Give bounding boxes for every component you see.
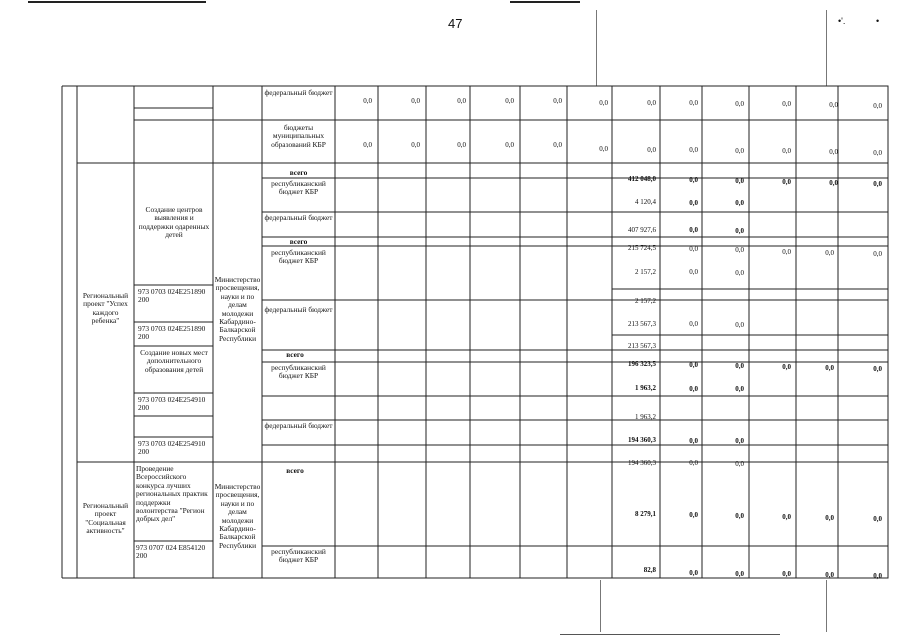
cell: 0,0 [505,97,514,105]
cell: 0,0 [735,199,744,207]
cell: 0,0 [782,178,791,186]
cell: 0,0 [735,570,744,578]
source-label-rep: республиканский бюджет КБР [271,363,326,381]
cell: 0,0 [647,99,656,107]
cell: 0,0 [873,515,882,523]
cell: 0,0 [735,147,744,155]
cell: 0,0 [873,250,882,258]
cell: 0,0 [735,362,744,370]
cell: 0,0 [873,149,882,157]
source-label-fed: федеральный бюджет [264,213,333,222]
source-label-fed: федеральный бюджет [264,305,333,314]
cell: 0,0 [689,226,698,234]
cell: 213 567,3 [628,320,656,328]
cell: 407 927,6 [628,226,656,234]
source-label-rep: республиканский бюджет КБР [271,547,326,565]
page-number: 47 [448,16,463,31]
total-label: всего [289,237,308,246]
cell: 0,0 [829,148,838,156]
cell: 0,0 [689,176,698,184]
cell: 0,0 [782,147,791,155]
cell: 0,0 [689,361,698,369]
event-volunteer-label: Проведение Всероссийского конкурса лучших региональных практик поддержки волонтерства "Регион добрых дел" [136,464,208,524]
cell: 0,0 [825,514,834,522]
cell: 0,0 [873,180,882,188]
cell: 0,0 [782,363,791,371]
budget-code: 973 0707 024 E854120 200 [136,543,206,561]
cell: 0,0 [505,141,514,149]
cell: 0,0 [825,571,834,579]
cell: 0,0 [689,268,698,276]
cell: 0,0 [689,385,698,393]
cell: 0,0 [457,141,466,149]
total-label: всего [286,350,304,359]
budget-code: 973 0703 024E254910 200 [138,439,206,457]
cell: 0,0 [689,320,698,328]
cell: 196 323,5 [628,360,656,368]
cell: 8 279,1 [635,510,656,518]
cell: 4 120,4 [635,198,656,206]
cell: 0,0 [553,97,562,105]
event-new-places-label: Создание новых мест дополнительного образования детей [140,348,208,374]
cell: 0,0 [735,512,744,520]
cell: 0,0 [363,97,372,105]
cell: 0,0 [782,100,791,108]
cell: 0,0 [873,365,882,373]
cell: 0,0 [411,97,420,105]
cell: 0,0 [735,321,744,329]
cell: 0,0 [782,248,791,256]
total-label: всего [286,466,304,475]
cell: 0,0 [689,199,698,207]
cell: 0,0 [829,179,838,187]
executor-label: Министерство просвещения, науки и по делам молодежи Кабардино-Балкарской Республики [214,275,261,343]
executor-label: Министерство просвещения, науки и по делам молодежи Кабардино-Балкарской Республики [214,482,261,550]
cell: 2 157,2 [635,268,656,276]
budget-code: 973 0703 024E251890 200 [138,324,206,342]
cell: 0,0 [689,437,698,445]
cell: 0,0 [411,141,420,149]
cell: 2 157,2 [635,297,656,305]
cell: 0,0 [829,101,838,109]
cell: 0,0 [647,146,656,154]
corner-mark-2: • [876,16,880,26]
cell: 0,0 [825,364,834,372]
source-label-rep: республиканский бюджет КБР [271,248,326,266]
cell: 0,0 [689,459,698,467]
cell: 194 360,3 [628,459,656,467]
project-success-label: Региональный проект "Успех каждого ребенка" [82,291,129,326]
budget-code: 973 0703 024E254910 200 [138,395,206,413]
corner-mark-1: •'. [838,16,846,26]
cell: 1 963,2 [635,413,656,421]
cell: 213 567,3 [628,342,656,350]
cell: 0,0 [553,141,562,149]
budget-code: 973 0703 024E251890 200 [138,287,206,305]
cell: 194 360,3 [628,436,656,444]
cell: 0,0 [735,385,744,393]
cell: 0,0 [457,97,466,105]
cell: 0,0 [735,100,744,108]
project-social-label: Региональный проект "Социальная активность" [82,501,129,536]
event-centers-label: Создание центров выявления и поддержки одаренных детей [138,205,210,240]
cell: 215 724,5 [628,244,656,252]
total-label: всего [289,168,308,177]
cell: 0,0 [873,572,882,580]
cell: 0,0 [735,460,744,468]
cell: 0,0 [689,511,698,519]
source-label-rep: республиканский бюджет КБР [271,179,326,197]
cell: 0,0 [689,245,698,253]
cell: 0,0 [782,513,791,521]
cell: 412 048,0 [628,175,656,183]
cell: 0,0 [873,102,882,110]
cell: 82,8 [643,566,656,574]
cell: 0,0 [363,141,372,149]
cell: 0,0 [689,99,698,107]
cell: 0,0 [689,146,698,154]
cell: 0,0 [735,227,744,235]
source-label-fed: федеральный бюджет [264,421,333,430]
cell: 0,0 [735,269,744,277]
cell: 0,0 [825,249,834,257]
source-label-federal: федеральный бюджет [264,88,333,97]
cell: 0,0 [599,99,608,107]
cell: 0,0 [599,145,608,153]
cell: 0,0 [735,246,744,254]
cell: 1 963,2 [635,384,656,392]
source-label-municipal: бюджеты муниципальных образований КБР [271,123,326,149]
cell: 0,0 [735,177,744,185]
cell: 0,0 [782,570,791,578]
cell: 0,0 [689,569,698,577]
cell: 0,0 [735,437,744,445]
